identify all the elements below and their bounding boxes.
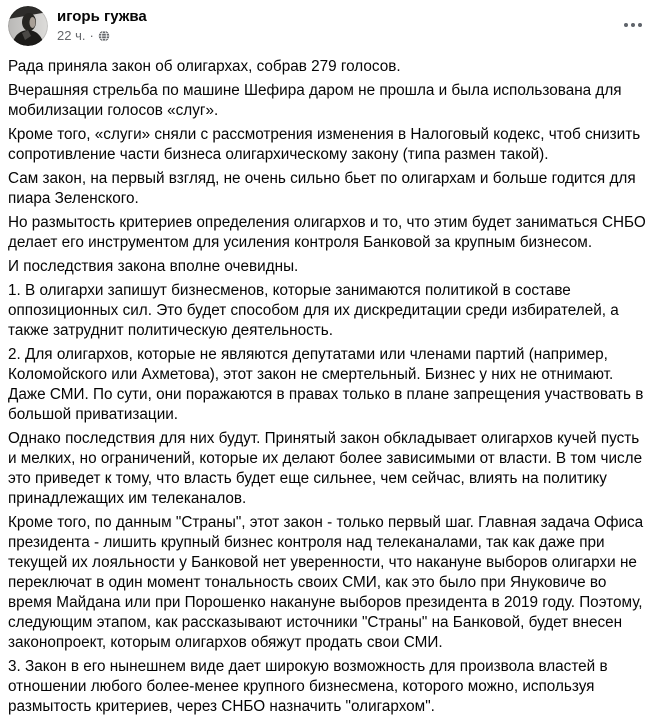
profile-avatar[interactable] — [8, 6, 48, 46]
post-paragraph: 2. Для олигархов, которые не являются депутатами или членами партий (например, Коломойского или Ахметова), этот закон не смертельный. Бизнес у них не отнимают. Даже СМИ. По сути, они поражаются в правах только в плане запрещения участвовать в большой приватизации. — [8, 346, 644, 423]
author-name[interactable]: игорь гужва — [57, 8, 147, 25]
post-paragraph: 3. Закон в его нынешнем виде дает широкую возможность для произвола властей в отношении любого более-менее крупного бизнесмена, которого можно, используя размытость критериев, через СНБО назначить "олигархом". — [8, 658, 608, 715]
post-content — [0, 46, 661, 717]
avatar-photo-icon — [8, 6, 48, 46]
more-options-button[interactable] — [617, 12, 649, 38]
timestamp[interactable]: 22 ч. — [57, 28, 86, 43]
post-paragraph: Рада приняла закон об олигархах, собрав 279 голосов. — [8, 58, 401, 75]
ellipsis-icon — [622, 14, 644, 36]
header-info — [57, 6, 147, 44]
post-paragraph: Но размытость критериев определения олигархов и то, что этим будет заниматься СНБО делает его инструментом для усиления контроля Банковой за крупным бизнесом. — [8, 214, 646, 251]
post-paragraph: Сам закон, на первый взгляд, не очень сильно бьет по олигархам и больше годится для пиара Зеленского. — [8, 170, 636, 207]
post-paragraph: 1. В олигархи запишут бизнесменов, которые занимаются политикой в составе оппозиционных сил. Это будет способом для их дискредитации среди избирателей, а также затруднит политическую деятельность. — [8, 282, 619, 339]
post-header — [0, 0, 661, 46]
post-paragraph: Вчерашняя стрельба по машине Шефира даром не прошла и была использована для мобилизации голосов «слуг». — [8, 82, 622, 119]
globe-icon — [98, 30, 110, 42]
post-meta — [57, 28, 147, 44]
post-paragraph: Однако последствия для них будут. Принятый закон обкладывает олигархов кучей пусть и мелких, но ограничений, которые их делают более зависимыми от власти. В том числе это приведет к тому, что власть будет еще сильнее, чем сейчас, влиять на политику принадлежащих им телеканалов. — [8, 430, 643, 507]
post-paragraph: И последствия закона вполне очевидны. — [8, 258, 299, 275]
post-paragraph: Кроме того, по данным "Страны", этот закон - только первый шаг. Главная задача Офиса президента - лишить крупный бизнес контроля над телеканалами, так как даже при текущей их лояльности у Банковой нет уверенности, что накануне выборов олигархи не переключат в один момент тональность своих СМИ, как это было при Януковиче во время Майдана или при Порошенко накануне выборов президента в 2019 году. Поэтому, следующим этапом, как рассказывают источники "Страны" на Банковой, будет внесен законопроект, которым олигархов обяжут продать свои СМИ. — [8, 514, 644, 651]
post-paragraph: Кроме того, «слуги» сняли с рассмотрения изменения в Налоговый кодекс, чтоб снизить сопротивление части бизнеса олигархическому закону (типа размен такой). — [8, 126, 641, 163]
meta-separator: · — [89, 28, 94, 43]
